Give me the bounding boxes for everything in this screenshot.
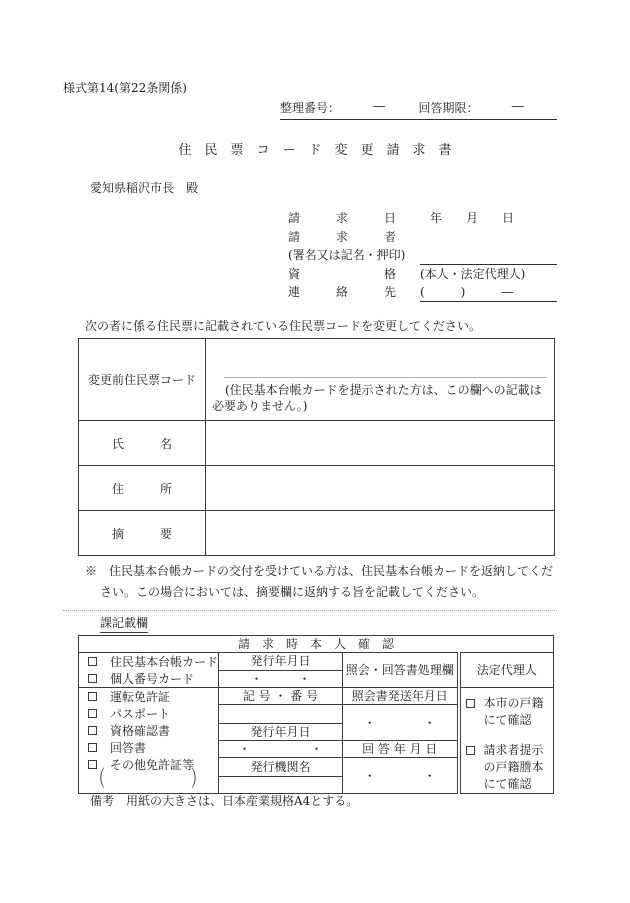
city-registry-option — [466, 695, 552, 729]
contact-field: ( ) ― — [420, 283, 557, 302]
return-note — [85, 561, 553, 603]
checkbox-icon — [88, 709, 97, 718]
presented-registry-option — [466, 742, 552, 793]
code-row-label: 変更前住民票コード — [79, 339, 206, 421]
juki-card-option — [88, 653, 218, 670]
license-issue-date-label: 発行年月日 — [219, 724, 343, 741]
subject-table — [78, 338, 555, 556]
mynumber-card-option — [88, 670, 218, 687]
remarks: 備考 用紙の大きさは、日本産業規格A4とする。 — [90, 794, 359, 808]
ref-line — [280, 99, 557, 120]
code-writing-line — [224, 377, 547, 378]
serial-number-entry — [219, 705, 343, 724]
checkbox-icon — [466, 746, 475, 755]
requester-label: 請 求 者 — [288, 229, 397, 244]
identity-check-header: 請 求 時 本 人 確 認 — [79, 636, 554, 653]
answer-date-entry: ・ ・ — [343, 758, 459, 794]
city-registry-label: 本市の戸籍にて確認 — [483, 696, 544, 727]
request-date-row — [288, 209, 557, 228]
legal-rep-header: 法定代理人 — [459, 653, 554, 688]
qualification-row — [288, 265, 557, 284]
code-note: (住民基本台帳カードを提示された方は、この欄への記載は必要ありません。) — [212, 383, 542, 413]
request-info-block — [288, 209, 557, 302]
reply-deadline-label: 回答期限： — [418, 101, 479, 115]
request-date-value: 年 月 日 — [430, 211, 515, 225]
checkbox-icon — [88, 743, 97, 752]
reply-doc-option — [88, 739, 218, 756]
legal-rep-check-cell — [459, 688, 554, 794]
qualification-value: (本人・法定代理人) — [420, 266, 526, 281]
ref-number-label: 整理番号： — [280, 101, 341, 115]
reply-deadline-value: ― — [511, 99, 524, 113]
requester-value — [420, 228, 557, 247]
code-entry-cell — [206, 339, 555, 421]
name-row-label: 氏 名 — [79, 421, 206, 466]
checkbox-icon — [88, 726, 97, 735]
checkbox-icon — [88, 674, 97, 683]
section-divider — [63, 610, 557, 611]
contact-row — [288, 283, 557, 302]
signature-row — [288, 246, 557, 265]
office-section-label: 課記載欄 — [100, 614, 148, 633]
issuer-entry — [219, 777, 343, 794]
other-license-label: その他免許証等 — [110, 757, 195, 772]
id-docs-group2 — [79, 688, 219, 794]
drivers-license-label: 運転免許証 — [110, 689, 171, 704]
juki-card-label: 住民基本台帳カード — [110, 654, 219, 669]
answer-date-label: 回 答 年 月 日 — [343, 741, 459, 758]
inquiry-sent-label: 照会書発送年月日 — [343, 688, 459, 705]
name-entry-cell — [206, 421, 555, 466]
inquiry-process-label: 照会・回答書処理欄 — [343, 653, 459, 688]
instruction-text: 次の者に係る住民票に記載されている住民票コードを変更してください。 — [85, 319, 482, 333]
serial-number-label: 記 号 ・ 番 号 — [219, 688, 343, 705]
close-paren: ） — [190, 767, 204, 793]
id-docs-group1 — [79, 653, 219, 688]
checkbox-icon — [466, 699, 475, 708]
summary-entry-cell — [206, 511, 555, 556]
address-row-label: 住 所 — [79, 466, 206, 511]
passport-label: パスポート — [110, 706, 171, 721]
document-title: 住 民 票 コ ー ド 変 更 請 求 書 — [178, 143, 452, 158]
mynumber-card-label: 個人番号カード — [110, 671, 195, 686]
passport-option — [88, 705, 218, 722]
card-issue-date-entry: ・ ・ — [219, 670, 343, 688]
signature-label: (署名又は記名・押印) — [288, 248, 406, 263]
summary-row-label: 摘 要 — [79, 511, 206, 556]
ref-number-value: ― — [373, 99, 386, 113]
addressee: 愛知県稲沢市長 殿 — [90, 181, 199, 195]
other-license-entry — [88, 767, 218, 793]
office-table — [78, 635, 554, 794]
qualification-cert-label: 資格確認書 — [110, 723, 171, 738]
return-note-line2: さい。この場合においては、摘要欄に返納する旨を記載してください。 — [100, 585, 485, 599]
signature-field — [420, 246, 557, 265]
request-date-label: 請 求 日 — [288, 211, 397, 225]
requester-row — [288, 228, 557, 247]
open-paren: （ — [92, 767, 106, 793]
return-note-line1: ※ 住民基本台帳カードの交付を受けている方は、住民基本台帳カードを返納してくだ — [85, 564, 554, 578]
license-issue-date-entry: ・ ・ — [219, 741, 343, 758]
contact-label: 連 絡 先 — [288, 285, 397, 300]
address-entry-cell — [206, 466, 555, 511]
drivers-license-option — [88, 688, 218, 705]
presented-registry-label: 請求者提示の戸籍謄本にて確認 — [483, 743, 544, 791]
reply-doc-label: 回答書 — [110, 740, 147, 755]
checkbox-icon — [88, 692, 97, 701]
issuer-label: 発行機関名 — [219, 758, 343, 777]
checkbox-icon — [88, 657, 97, 666]
qualification-label: 資 格 — [288, 266, 397, 281]
inquiry-sent-date-entry: ・ ・ — [343, 705, 459, 741]
form-number: 様式第14(第22条関係) — [63, 81, 187, 95]
card-issue-date-label: 発行年月日 — [219, 653, 343, 671]
qualification-cert-option — [88, 722, 218, 739]
